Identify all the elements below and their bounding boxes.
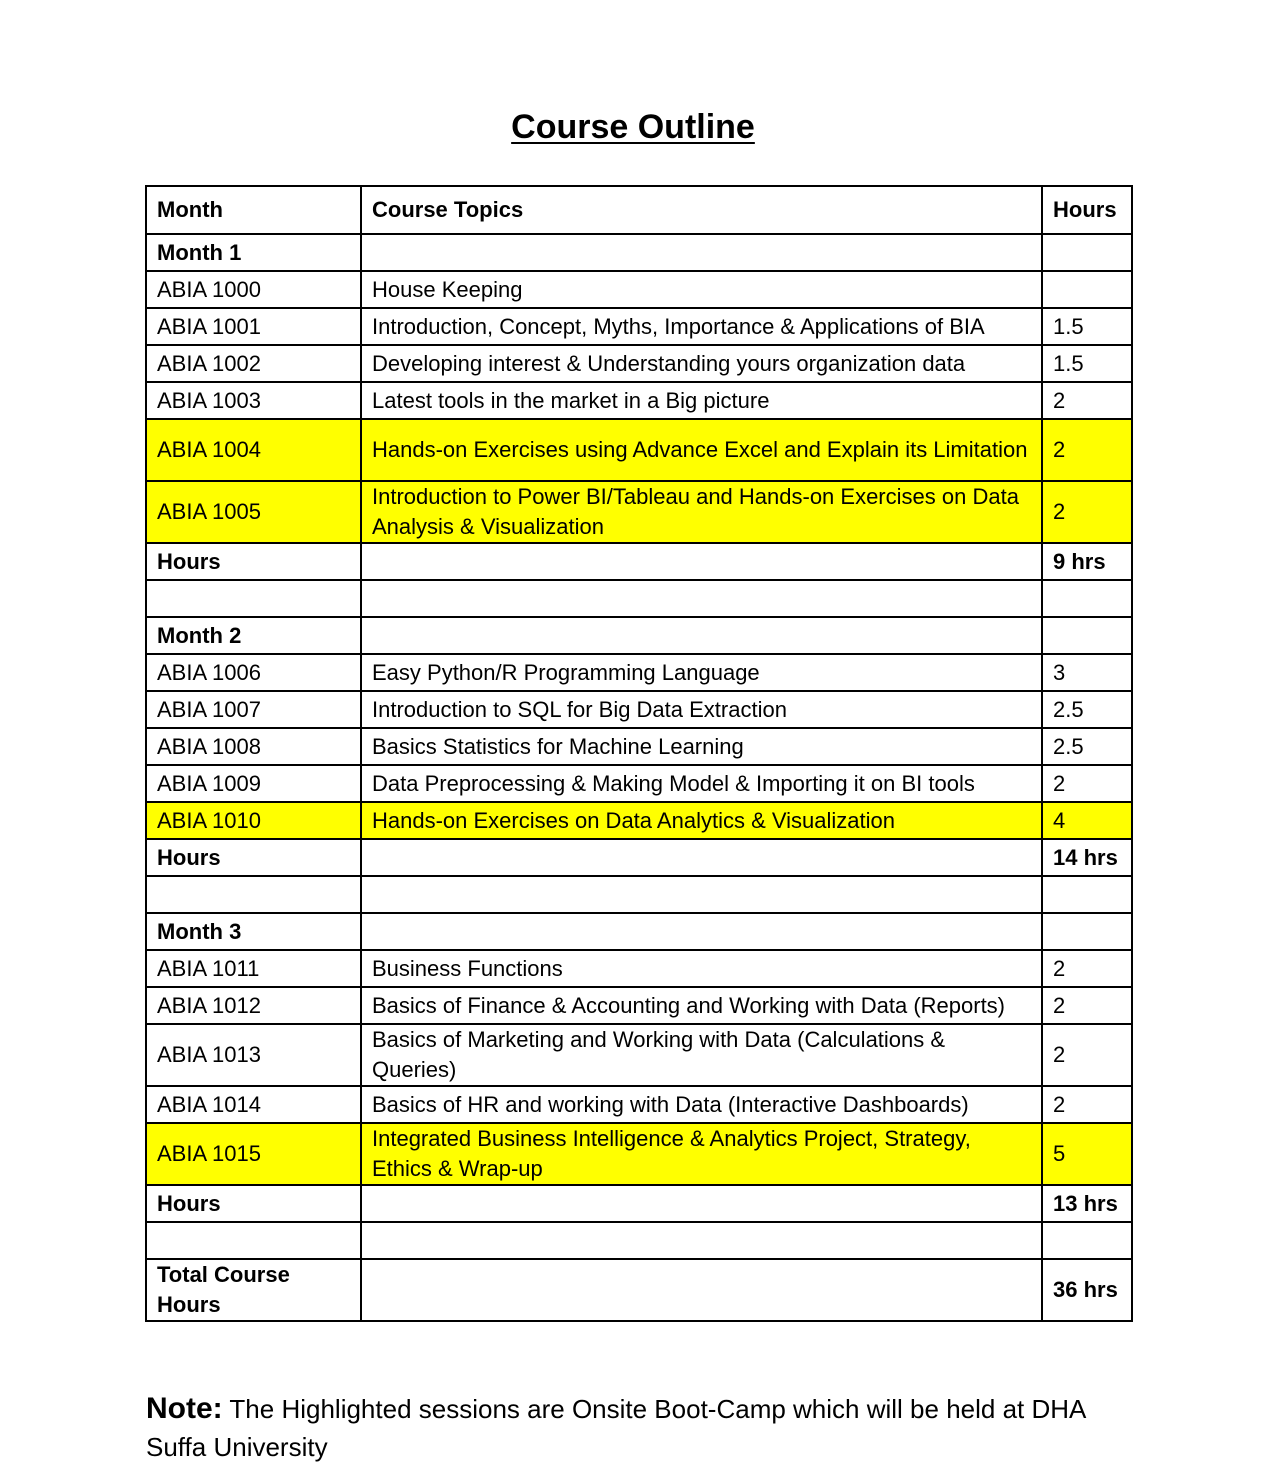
course-code-cell: ABIA 1000 [146,271,361,308]
course-topic-cell [361,913,1042,950]
course-row [146,271,1132,308]
hours-cell: 2 [1042,1024,1132,1086]
course-topic-cell: Basics Statistics for Machine Learning [361,728,1042,765]
course-code-cell: ABIA 1001 [146,308,361,345]
course-code-cell: ABIA 1007 [146,691,361,728]
course-topic-cell [361,234,1042,271]
course-code-cell: ABIA 1005 [146,481,361,543]
hours-cell: 3 [1042,654,1132,691]
course-topic-cell [361,617,1042,654]
course-topic-cell [361,876,1042,913]
course-row [146,481,1132,543]
hours-cell: 2 [1042,987,1132,1024]
course-row [146,802,1132,839]
month-cell: Hours [146,543,361,580]
course-topic-cell: Introduction to SQL for Big Data Extraction [361,691,1042,728]
course-row [146,1086,1132,1123]
hours-cell: 9 hrs [1042,543,1132,580]
spacer-row [146,876,1132,913]
hours-subtotal-row [146,543,1132,580]
month-column-header: Month [146,186,361,234]
month-section-row [146,234,1132,271]
hours-cell: 2 [1042,950,1132,987]
course-topic-cell: Basics of HR and working with Data (Interactive Dashboards) [361,1086,1042,1123]
month-cell: Month 2 [146,617,361,654]
note-text: The Highlighted sessions are Onsite Boot-Camp which will be held at DHA Suffa University [146,1394,1085,1462]
hours-subtotal-row [146,1185,1132,1222]
course-topic-cell: Introduction to Power BI/Tableau and Hands-on Exercises on Data Analysis & Visualization [361,481,1042,543]
course-topic-cell: Developing interest & Understanding yours organization data [361,345,1042,382]
course-code-cell: ABIA 1004 [146,419,361,481]
course-code-cell: ABIA 1008 [146,728,361,765]
month-cell [146,876,361,913]
hours-cell [1042,234,1132,271]
course-row [146,654,1132,691]
hours-cell: 36 hrs [1042,1259,1132,1321]
course-row [146,950,1132,987]
hours-cell: 2.5 [1042,728,1132,765]
course-code-cell: ABIA 1014 [146,1086,361,1123]
page-title: Course Outline [511,108,755,146]
course-topic-cell: Business Functions [361,950,1042,987]
month-cell [146,580,361,617]
course-row [146,728,1132,765]
course-row [146,382,1132,419]
course-row [146,345,1132,382]
course-code-cell: ABIA 1011 [146,950,361,987]
month-cell: Total Course Hours [146,1259,361,1321]
course-code-cell: ABIA 1015 [146,1123,361,1185]
hours-cell: 5 [1042,1123,1132,1185]
hours-column-header: Hours [1042,186,1132,234]
month-cell [146,1222,361,1259]
hours-cell: 14 hrs [1042,839,1132,876]
course-topic-cell: Introduction, Concept, Myths, Importance & Applications of BIA [361,308,1042,345]
hours-cell: 2.5 [1042,691,1132,728]
course-row [146,765,1132,802]
course-topic-cell [361,1185,1042,1222]
month-section-row [146,617,1132,654]
course-topic-cell: Data Preprocessing & Making Model & Importing it on BI tools [361,765,1042,802]
hours-cell: 2 [1042,419,1132,481]
spacer-row [146,580,1132,617]
course-topic-cell [361,543,1042,580]
spacer-row [146,1222,1132,1259]
course-code-cell: ABIA 1009 [146,765,361,802]
course-code-cell: ABIA 1006 [146,654,361,691]
course-topic-cell [361,1222,1042,1259]
hours-cell [1042,580,1132,617]
course-row [146,1123,1132,1185]
course-topic-cell: Hands-on Exercises using Advance Excel and Explain its Limitation [361,419,1042,481]
hours-cell: 13 hrs [1042,1185,1132,1222]
course-row [146,691,1132,728]
course-topic-cell: Basics of Finance & Accounting and Working with Data (Reports) [361,987,1042,1024]
hours-subtotal-row [146,839,1132,876]
course-topic-cell: Basics of Marketing and Working with Data (Calculations & Queries) [361,1024,1042,1086]
course-topic-cell [361,1259,1042,1321]
course-code-cell: ABIA 1013 [146,1024,361,1086]
month-cell: Month 1 [146,234,361,271]
hours-cell: 4 [1042,802,1132,839]
course-topic-cell: Hands-on Exercises on Data Analytics & Visualization [361,802,1042,839]
course-row [146,1024,1132,1086]
course-code-cell: ABIA 1010 [146,802,361,839]
hours-cell [1042,876,1132,913]
hours-cell: 2 [1042,382,1132,419]
hours-cell: 2 [1042,1086,1132,1123]
month-cell: Hours [146,1185,361,1222]
hours-cell: 2 [1042,481,1132,543]
month-cell: Month 3 [146,913,361,950]
course-topic-cell [361,580,1042,617]
footer-note [146,1390,1106,1466]
course-row [146,987,1132,1024]
note-label: Note: [146,1392,223,1425]
month-cell: Hours [146,839,361,876]
course-topic-cell [361,839,1042,876]
course-code-cell: ABIA 1012 [146,987,361,1024]
month-section-row [146,913,1132,950]
course-topic-cell: Latest tools in the market in a Big picture [361,382,1042,419]
total-hours-row [146,1259,1132,1321]
hours-cell [1042,617,1132,654]
course-row [146,308,1132,345]
course-topic-cell: Easy Python/R Programming Language [361,654,1042,691]
hours-cell [1042,913,1132,950]
course-code-cell: ABIA 1003 [146,382,361,419]
hours-cell: 2 [1042,765,1132,802]
course-topic-cell: Integrated Business Intelligence & Analytics Project, Strategy, Ethics & Wrap-up [361,1123,1042,1185]
course-outline-table [145,185,1133,1322]
course-topic-cell: House Keeping [361,271,1042,308]
hours-cell: 1.5 [1042,345,1132,382]
course-row [146,419,1132,481]
hours-cell: 1.5 [1042,308,1132,345]
hours-cell [1042,1222,1132,1259]
course-outline-body [146,186,1132,1321]
course-code-cell: ABIA 1002 [146,345,361,382]
table-header-row [146,186,1132,234]
course-topics-column-header: Course Topics [361,186,1042,234]
hours-cell [1042,271,1132,308]
